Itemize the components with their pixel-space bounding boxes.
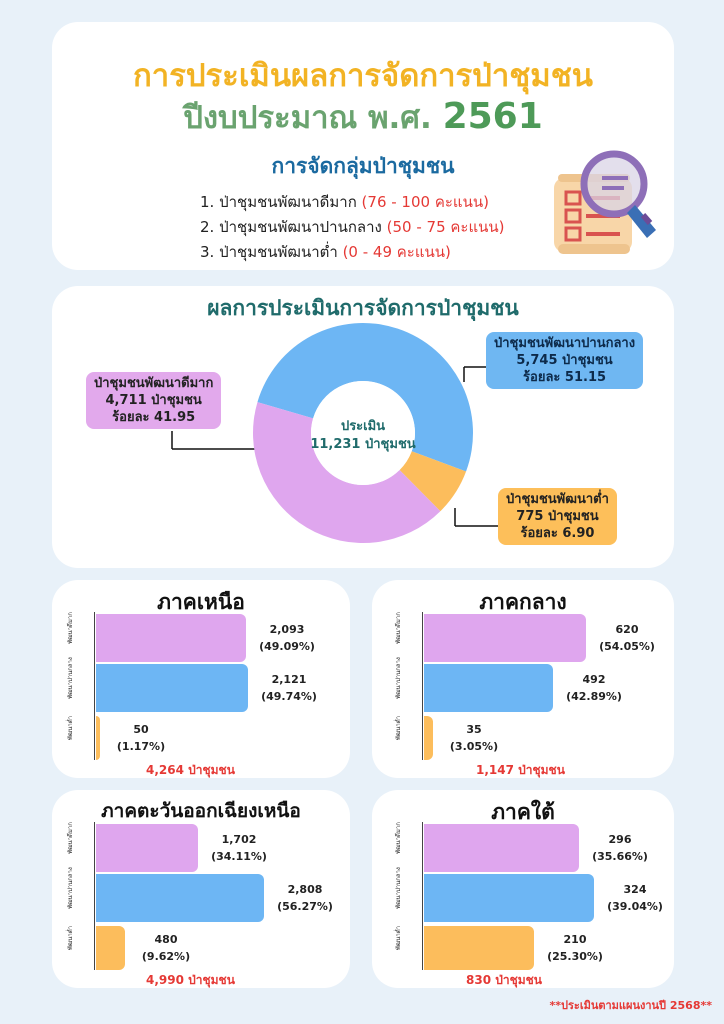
callout-very-good	[86, 372, 221, 429]
group-item-very-good	[200, 190, 489, 214]
bar-count: 620	[615, 623, 639, 636]
bar-value-label	[563, 671, 625, 705]
bar-category-label: พัฒนาต่ำ	[395, 925, 402, 951]
callout-low	[498, 488, 617, 545]
region-total: 830 ป่าชุมชน	[466, 973, 542, 987]
bar-value-label	[208, 831, 270, 865]
bar-axis-line	[94, 822, 95, 970]
callout-count: 5,745 ป่าชุมชน	[516, 353, 613, 368]
bar-count: 324	[623, 883, 647, 896]
bar-moderate	[424, 664, 553, 712]
group-heading: การจัดกลุ่มป่าชุมชน	[271, 154, 455, 178]
group-item-low	[200, 240, 451, 264]
bar-category-label: พัฒนาปานกลาง	[395, 867, 402, 909]
callout-count: 775 ป่าชุมชน	[516, 509, 599, 524]
group-label: 3. ป่าชุมชนพัฒนาต่ำ	[200, 243, 343, 261]
bar-very-good	[424, 614, 586, 662]
bar-percent: (49.74%)	[261, 690, 317, 703]
group-range: (0 - 49 คะแนน)	[342, 243, 451, 261]
region-card-south	[372, 790, 674, 988]
bar-moderate	[96, 874, 264, 922]
region-title: ภาคใต้	[491, 800, 555, 824]
bar-percent: (39.04%)	[607, 900, 663, 913]
bar-value-label	[604, 881, 666, 915]
bar-category-label: พัฒนาต่ำ	[67, 925, 74, 951]
bar-value-label	[258, 671, 320, 705]
bar-value-label	[256, 621, 318, 655]
group-range: (76 - 100 คะแนน)	[361, 193, 489, 211]
bar-percent: (9.62%)	[141, 950, 191, 963]
bar-count: 2,093	[269, 623, 305, 636]
donut-card	[52, 286, 674, 568]
bar-value-label	[135, 931, 197, 965]
bar-percent: (25.30%)	[547, 950, 603, 963]
donut-center-line1: ประเมิน	[340, 419, 386, 434]
bar-category-label: พัฒนาปานกลาง	[67, 867, 74, 909]
region-total: 1,147 ป่าชุมชน	[476, 763, 565, 777]
bar-very-good	[96, 824, 198, 872]
bar-low	[96, 926, 125, 970]
bar-count: 2,808	[287, 883, 323, 896]
fiscal-year-label: ปีงบประมาณ พ.ศ.	[183, 100, 432, 136]
header-card	[52, 22, 674, 270]
bar-percent: (1.17%)	[116, 740, 166, 753]
bar-count: 35	[466, 723, 482, 736]
bar-percent: (34.11%)	[211, 850, 267, 863]
bar-percent: (49.09%)	[259, 640, 315, 653]
bar-value-label	[544, 931, 606, 965]
callout-label: ป่าชุมชนพัฒนาต่ำ	[506, 492, 609, 507]
bar-category-label: พัฒนาต่ำ	[67, 715, 74, 741]
region-card-northeast	[52, 790, 350, 988]
bar-percent: (42.89%)	[566, 690, 622, 703]
bar-axis-line	[94, 612, 95, 760]
bar-count: 2,121	[271, 673, 307, 686]
bar-category-label: พัฒนาดีมาก	[67, 612, 74, 644]
footnote: **ประเมินตามแผนงานปี 2568**	[549, 999, 712, 1012]
bar-percent: (54.05%)	[599, 640, 655, 653]
bar-value-label	[274, 881, 336, 915]
bar-moderate	[96, 664, 248, 712]
donut-center-total: 11,231 ป่าชุมชน	[310, 437, 416, 452]
bar-count: 210	[563, 933, 587, 946]
bar-very-good	[96, 614, 246, 662]
bar-percent: (35.66%)	[592, 850, 648, 863]
callout-count: 4,711 ป่าชุมชน	[105, 393, 202, 408]
donut-center-label	[303, 418, 423, 454]
callout-percent: ร้อยละ 41.95	[112, 410, 196, 425]
fiscal-year-number: 2561	[442, 96, 543, 137]
region-card-north	[52, 580, 350, 778]
bar-moderate	[424, 874, 594, 922]
bar-count: 1,702	[221, 833, 257, 846]
bar-count: 492	[582, 673, 606, 686]
bar-low	[424, 926, 534, 970]
callout-label: ป่าชุมชนพัฒนาดีมาก	[94, 376, 214, 391]
bar-category-label: พัฒนาดีมาก	[395, 822, 402, 854]
bar-value-label	[110, 721, 172, 755]
bar-very-good	[424, 824, 579, 872]
bar-percent: (3.05%)	[449, 740, 499, 753]
bar-value-label	[596, 621, 658, 655]
bar-count: 480	[154, 933, 178, 946]
bar-axis-line	[422, 612, 423, 760]
donut-title: ผลการประเมินการจัดการป่าชุมชน	[207, 296, 519, 320]
group-label: 1. ป่าชุมชนพัฒนาดีมาก	[200, 193, 362, 211]
group-item-moderate	[200, 215, 505, 239]
bar-value-label	[589, 831, 651, 865]
bar-count: 296	[608, 833, 632, 846]
bar-category-label: พัฒนาต่ำ	[395, 715, 402, 741]
region-title: ภาคกลาง	[479, 590, 567, 614]
page-title: การประเมินผลการจัดการป่าชุมชน	[133, 58, 593, 94]
bar-category-label: พัฒนาดีมาก	[67, 822, 74, 854]
bar-count: 50	[133, 723, 149, 736]
region-card-central	[372, 580, 674, 778]
group-label: 2. ป่าชุมชนพัฒนาปานกลาง	[200, 218, 387, 236]
bar-low	[96, 716, 100, 760]
fiscal-year-title	[52, 92, 674, 142]
callout-label: ป่าชุมชนพัฒนาปานกลาง	[494, 336, 636, 351]
callout-percent: ร้อยละ 6.90	[520, 526, 595, 541]
callout-moderate	[486, 332, 643, 389]
region-total: 4,264 ป่าชุมชน	[146, 763, 235, 777]
document-magnifier-icon	[548, 148, 668, 268]
region-title: ภาคเหนือ	[157, 590, 245, 614]
bar-percent: (56.27%)	[277, 900, 333, 913]
region-title: ภาคตะวันออกเฉียงเหนือ	[101, 800, 301, 822]
bar-low	[424, 716, 433, 760]
callout-percent: ร้อยละ 51.15	[523, 370, 607, 385]
bar-category-label: พัฒนาปานกลาง	[67, 657, 74, 699]
bar-category-label: พัฒนาดีมาก	[395, 612, 402, 644]
group-range: (50 - 75 คะแนน)	[386, 218, 505, 236]
region-total: 4,990 ป่าชุมชน	[146, 973, 235, 987]
bar-value-label	[443, 721, 505, 755]
bar-category-label: พัฒนาปานกลาง	[395, 657, 402, 699]
bar-axis-line	[422, 822, 423, 970]
